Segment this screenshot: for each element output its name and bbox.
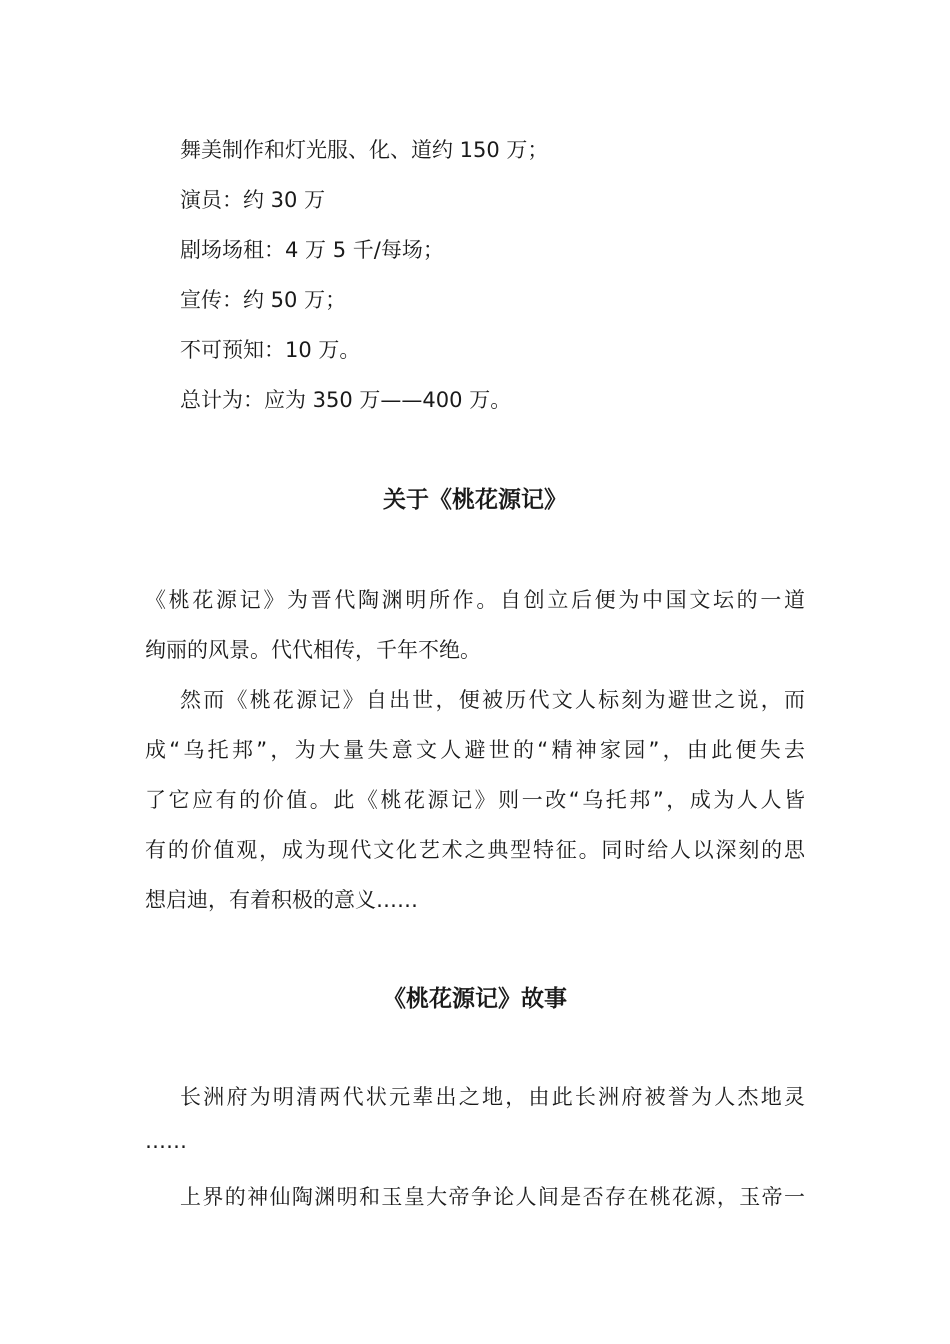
about-heading: 关于《桃花源记》: [383, 487, 567, 513]
paragraph-line: 绚丽的风景。代代相传，千年不绝。: [145, 638, 481, 662]
paragraph-line: 上界的神仙陶渊明和玉皇大帝争论人间是否存在桃花源，玉帝一: [180, 1185, 805, 1209]
budget-item-theater-rent: 剧场场租：4 万 5 千/每场；: [180, 238, 444, 262]
budget-item-actors: 演员：约 30 万: [180, 188, 326, 212]
paragraph-line: 想启迪，有着积极的意义……: [145, 888, 418, 912]
paragraph-line: 长洲府为明清两代状元辈出之地，由此长洲府被誉为人杰地灵: [180, 1085, 805, 1109]
paragraph-line: 了它应有的价值。此《桃花源记》则一改“乌托邦”，成为人人皆: [145, 788, 805, 812]
paragraph-line: 有的价值观，成为现代文化艺术之典型特征。同时给人以深刻的思: [145, 838, 805, 862]
budget-item-promotion: 宣传：约 50 万；: [180, 288, 347, 312]
story-heading: 《桃花源记》故事: [383, 986, 567, 1012]
paragraph-line: ……: [145, 1129, 187, 1153]
paragraph-line: 《桃花源记》为晋代陶渊明所作。自创立后便为中国文坛的一道: [145, 588, 805, 612]
budget-item-stage: 舞美制作和灯光服、化、道约 150 万；: [180, 138, 549, 162]
paragraph-line: 然而《桃花源记》自出世，便被历代文人标刻为避世之说，而: [180, 688, 805, 712]
budget-item-unforeseen: 不可预知：10 万。: [180, 338, 361, 362]
budget-item-total: 总计为：应为 350 万——400 万。: [180, 388, 512, 412]
paragraph-line: 成“乌托邦”，为大量失意文人避世的“精神家园”，由此便失去: [145, 738, 805, 762]
